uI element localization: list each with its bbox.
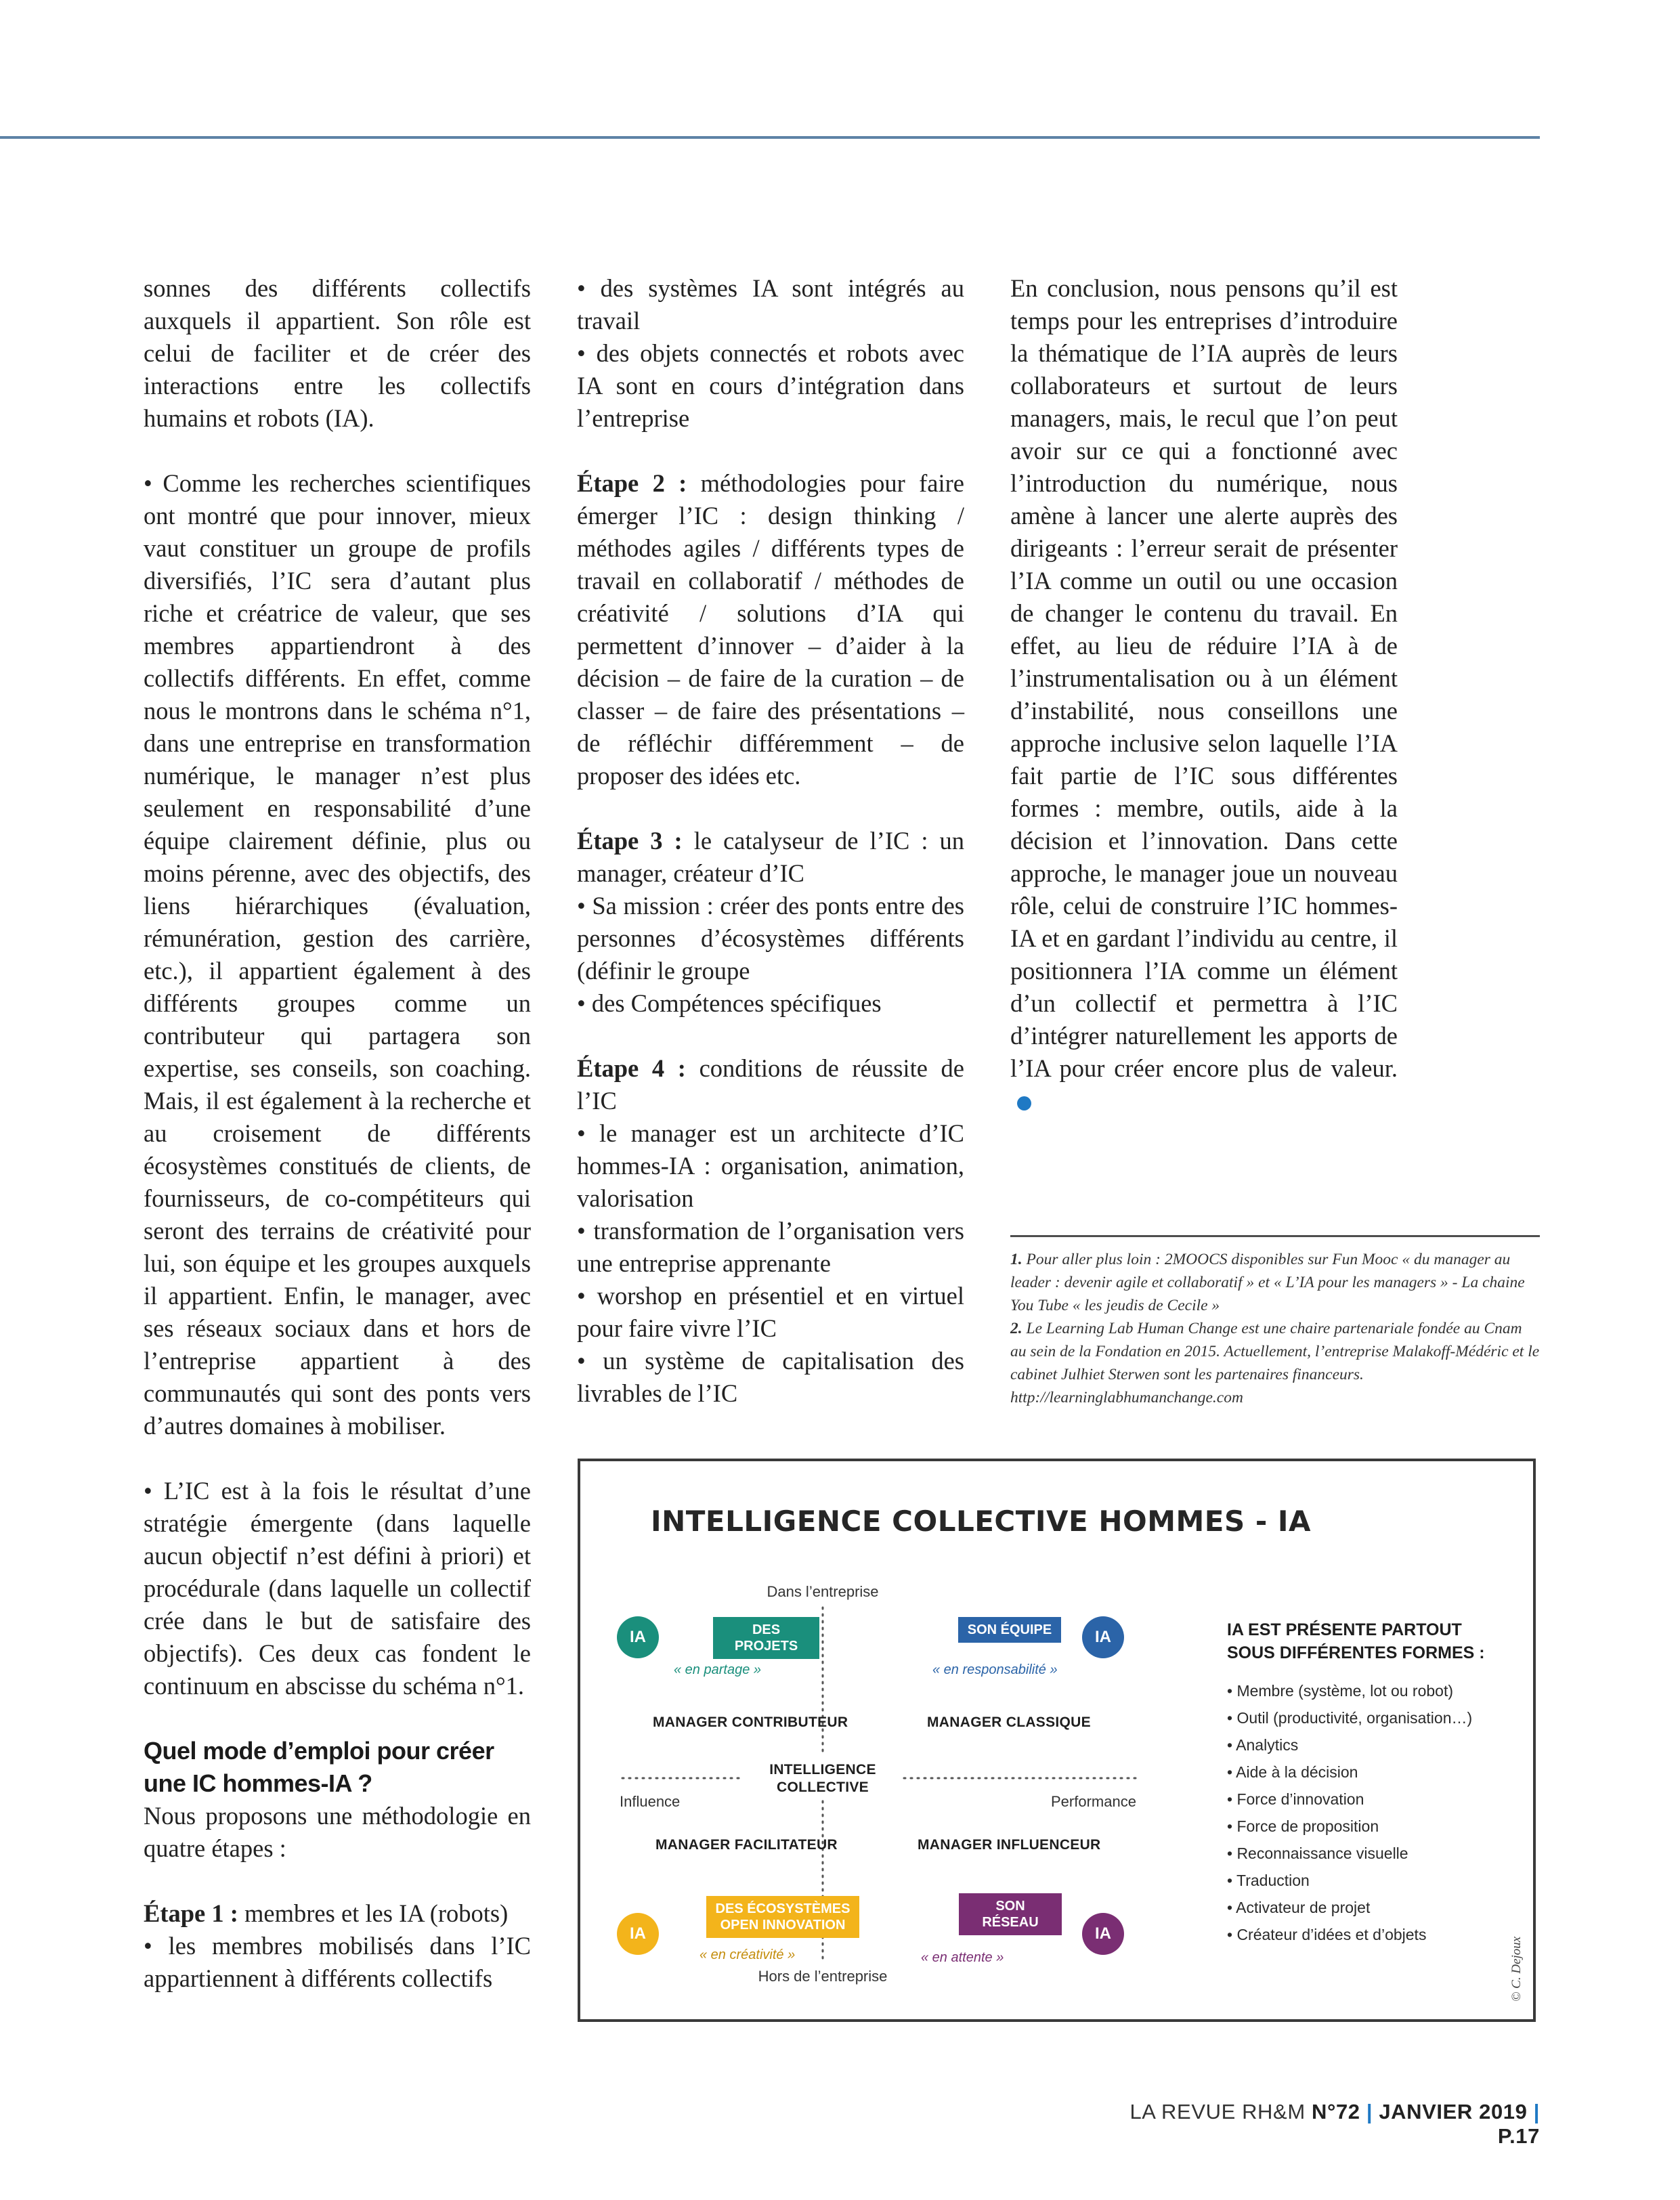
ia-forms-item: • Traduction: [1227, 1872, 1310, 1889]
etape-1-bullet: • les membres mobilisés dans l’IC appartiennent à différents collectifs: [144, 1932, 531, 1992]
mode-en-responsabilite: « en responsabilité »: [932, 1662, 1058, 1677]
tag-des-ecosystemes-line-1: DES ÉCOSYSTÈMES: [715, 1901, 850, 1916]
ia-presente-title-line-2: SOUS DIFFÉRENTES FORMES :: [1227, 1643, 1485, 1662]
ia-forms-item: • Analytics: [1227, 1736, 1299, 1754]
text-column-3: [1010, 272, 1398, 1117]
etape-3-text: le catalyseur de l’IC : un manager, créateur d’IC: [577, 827, 965, 887]
conclusion-text: En conclusion, nous pensons qu’il est temps pour les entreprises d’introduire la thématique de l’IA auprès de leurs collaborateurs et surtout de leurs managers, mais, le recul que l’on peut avoir sur ce qui a fonctionné avec l’introduction du numérique, nous amène à lancer une alerte auprès des dirigeants : l’erreur serait de présenter l’IA comme un outil ou une occasion de changer le contenu du travail. En effet, au lieu de réduire l’IA à de l’instrumentalisation ou à un élément d’instabilité, nous conseillons une approche inclusive selon laquelle l’IA fait partie de l’IC sous différentes formes : membre, outils, aide à la décision et l’innovation. Dans cette approche, le manager joue un nouveau rôle, celui de construire l’IC hommes-IA et en gardant l’individu au centre, il positionnera l’IA comme un élément d’un collectif et permettra à l’IC d’intégrer naturellement les apports de l’IA pour créer encore plus de valeur.: [1010, 274, 1398, 1082]
tag-des-ecosystemes: [706, 1896, 859, 1938]
etape-2-label: Étape 2 :: [577, 469, 687, 497]
footnote-2: [1010, 1317, 1540, 1409]
diagram-title: INTELLIGENCE COLLECTIVE HOMMES - IA: [650, 1505, 1312, 1538]
ia-badge-bottom-left: IA: [617, 1913, 659, 1955]
center-label-line-2: COLLECTIVE: [776, 1780, 869, 1795]
etape-4-bullet-2: • transformation de l’organisation vers une entreprise apprenante: [577, 1217, 964, 1277]
footnote-1-number: 1.: [1010, 1251, 1022, 1268]
col2-line-2: • des objets connectés et robots avec IA sont en cours d’intégration dans l’entreprise: [577, 339, 964, 432]
manager-facilitateur: MANAGER FACILITATEUR: [655, 1837, 838, 1853]
center-label: [748, 1761, 897, 1796]
ia-forms-item: • Reconnaissance visuelle: [1227, 1845, 1408, 1862]
etape-1-text: membres et les IA (robots): [238, 1899, 509, 1927]
footer-separator: |: [1527, 2100, 1540, 2123]
etape-4: [577, 1052, 964, 1117]
page-footer: [1111, 2100, 1540, 2149]
tag-des-projets: DES PROJETS: [713, 1617, 819, 1659]
footer-date: JANVIER 2019: [1379, 2100, 1528, 2123]
end-of-article-dot-icon: [1017, 1096, 1031, 1110]
top-rule: [0, 136, 1540, 139]
manager-influenceur: MANAGER INFLUENCEUR: [918, 1837, 1101, 1853]
col1-paragraph-2: • Comme les recherches scientifiques ont montré que pour innover, mieux vaut constituer un groupe de profils diversifiés, l’IC sera d’autant plus riche et créatrice de valeur, que ses membres appartiendront à des collectifs différents. En effet, comme nous le montrons dans le schéma n°1, dans une entreprise en transformation numérique, le manager n’est plus seulement en responsabilité d’une équipe clairement définie, plus ou moins pérenne, avec des objectifs, des liens hiérarchiques (évaluation, rémunération, gestion des carrière, etc.), il appartient également à des différents groupes comme un contributeur qui partagera son expertise, ses conseils, son coaching. Mais, il est également à la recherche et au croisement de différents écosystèmes constitués de clients, de fournisseurs, de co-compétiteurs qui seront des terrains de créativité pour lui, son équipe et les groupes auxquels il appartient. Enfin, le manager, avec ses réseaux sociaux dans et hors de l’entreprise appartient à des communautés qui sont des ponts vers d’autres domaines à mobiliser.: [144, 469, 531, 1440]
footnote-rule: [1010, 1235, 1540, 1237]
center-label-line-1: INTELLIGENCE: [769, 1762, 876, 1777]
tag-son-reseau: SON RÉSEAU: [959, 1893, 1062, 1935]
etape-1-label: Étape 1 :: [144, 1899, 238, 1927]
footnote-2-text: Le Learning Lab Human Change est une chaire partenariale fondée au Cnam au sein de la Fondation en 2015. Actuellement, l’entreprise Malakoff-Médéric et le cabinet Julhiet Sterwen sont les partenaires financeurs. http://learninglabhumanchange.com: [1010, 1320, 1540, 1406]
col1-paragraph-3: • L’IC est à la fois le résultat d’une stratégie émergente (dans laquelle aucun objectif n’est défini à priori) et procédurale (dans laquelle un collectif crée dans le but de satisfaire des objectifs). Ces deux cas fondent le continuum en abscisse du schéma n°1.: [144, 1477, 531, 1700]
footnote-2-number: 2.: [1010, 1320, 1022, 1337]
etape-3: [577, 825, 964, 890]
ia-forms-item: • Créateur d’idées et d’objets: [1227, 1926, 1427, 1943]
mode-en-attente: « en attente »: [921, 1950, 1004, 1965]
etape-3-bullet-2: • des Compétences spécifiques: [577, 989, 882, 1017]
ia-badge-bottom-right: IA: [1082, 1913, 1124, 1955]
mode-en-partage: « en partage »: [674, 1662, 761, 1677]
etape-4-bullet-1: • le manager est un architecte d’IC hommes-IA : organisation, animation, valorisation: [577, 1119, 964, 1212]
axis-label-dans-entreprise: Dans l’entreprise: [767, 1583, 879, 1600]
etape-3-label: Étape 3 :: [577, 827, 683, 855]
ia-forms-item: • Force d’innovation: [1227, 1790, 1364, 1808]
footnotes: [1010, 1248, 1540, 1409]
ia-forms-item: • Outil (productivité, organisation…): [1227, 1709, 1473, 1727]
ia-badge-top-left: IA: [617, 1616, 659, 1658]
etape-4-label: Étape 4 :: [577, 1054, 686, 1082]
etape-4-text: conditions de réussite de l’IC: [577, 1054, 965, 1115]
col2-line-1: • des systèmes IA sont intégrés au travail: [577, 274, 964, 335]
ia-forms-list: [1227, 1677, 1472, 1948]
ia-forms-item: • Aide à la décision: [1227, 1763, 1358, 1781]
ia-badge-top-right: IA: [1082, 1616, 1124, 1658]
axis-label-performance: Performance: [1051, 1793, 1136, 1810]
text-column-1: [144, 272, 531, 1995]
footer-page: P.17: [1497, 2124, 1540, 2148]
image-credit: © C. Dejoux: [1509, 1936, 1524, 2002]
axis-label-influence: Influence: [620, 1793, 681, 1810]
axis-label-hors-entreprise: Hors de l’entreprise: [758, 1968, 888, 1985]
ia-presente-title-line-1: IA EST PRÉSENTE PARTOUT: [1227, 1620, 1462, 1639]
ia-forms-item: • Force de proposition: [1227, 1817, 1379, 1835]
etape-2-text: méthodologies pour faire émerger l’IC : design thinking / méthodes agiles / différents types de travail en collaboratif / méthodes de créativité / solutions d’IA qui permettent d’innover – d’aider à la décision – de faire de la curation – de classer – de faire des présentations – de réfléchir différemment – de proposer des idées etc.: [577, 469, 964, 790]
footnote-1-text: Pour aller plus loin : 2MOOCS disponibles sur Fun Mooc « du manager au leader : devenir agile et collaboratif » et « L’IA pour les managers » - La chaine You Tube « les jeudis de Cecile »: [1010, 1251, 1525, 1314]
mode-en-creativite: « en créativité »: [699, 1947, 796, 1962]
ia-forms-item: • Membre (système, lot ou robot): [1227, 1682, 1453, 1700]
ia-presente-title: [1227, 1618, 1485, 1664]
etape-4-bullet-3: • worshop en présentiel et en virtuel pour faire vivre l’IC: [577, 1282, 964, 1342]
text-column-2: [577, 272, 964, 1410]
footer-revue: LA REVUE RH&M: [1129, 2100, 1312, 2123]
col1-paragraph-4: Nous proposons une méthodologie en quatre étapes :: [144, 1802, 531, 1862]
conclusion-paragraph: [1010, 272, 1398, 1117]
etape-2: [577, 467, 964, 792]
tag-son-equipe: SON ÉQUIPE: [958, 1617, 1061, 1643]
section-heading: Quel mode d’emploi pour créer une IC hommes-IA ?: [144, 1737, 494, 1797]
etape-3-bullet-1: • Sa mission : créer des ponts entre des personnes d’écosystèmes différents (définir le groupe: [577, 892, 964, 985]
footer-issue: N°72: [1311, 2100, 1360, 2123]
col1-paragraph-1: sonnes des différents collectifs auxquels il appartient. Son rôle est celui de faciliter et de créer des interactions entre les collectifs humains et robots (IA).: [144, 274, 531, 432]
etape-4-bullet-4: • un système de capitalisation des livrables de l’IC: [577, 1347, 964, 1407]
footer-separator: |: [1360, 2100, 1379, 2123]
tag-des-ecosystemes-line-2: OPEN INNOVATION: [720, 1918, 846, 1933]
footnote-1: [1010, 1248, 1540, 1317]
etape-1: [144, 1897, 531, 1930]
manager-contributeur: MANAGER CONTRIBUTEUR: [653, 1714, 848, 1730]
manager-classique: MANAGER CLASSIQUE: [927, 1714, 1091, 1730]
ia-forms-item: • Activateur de projet: [1227, 1899, 1371, 1916]
schema-intelligence-collective: [578, 1459, 1536, 2022]
